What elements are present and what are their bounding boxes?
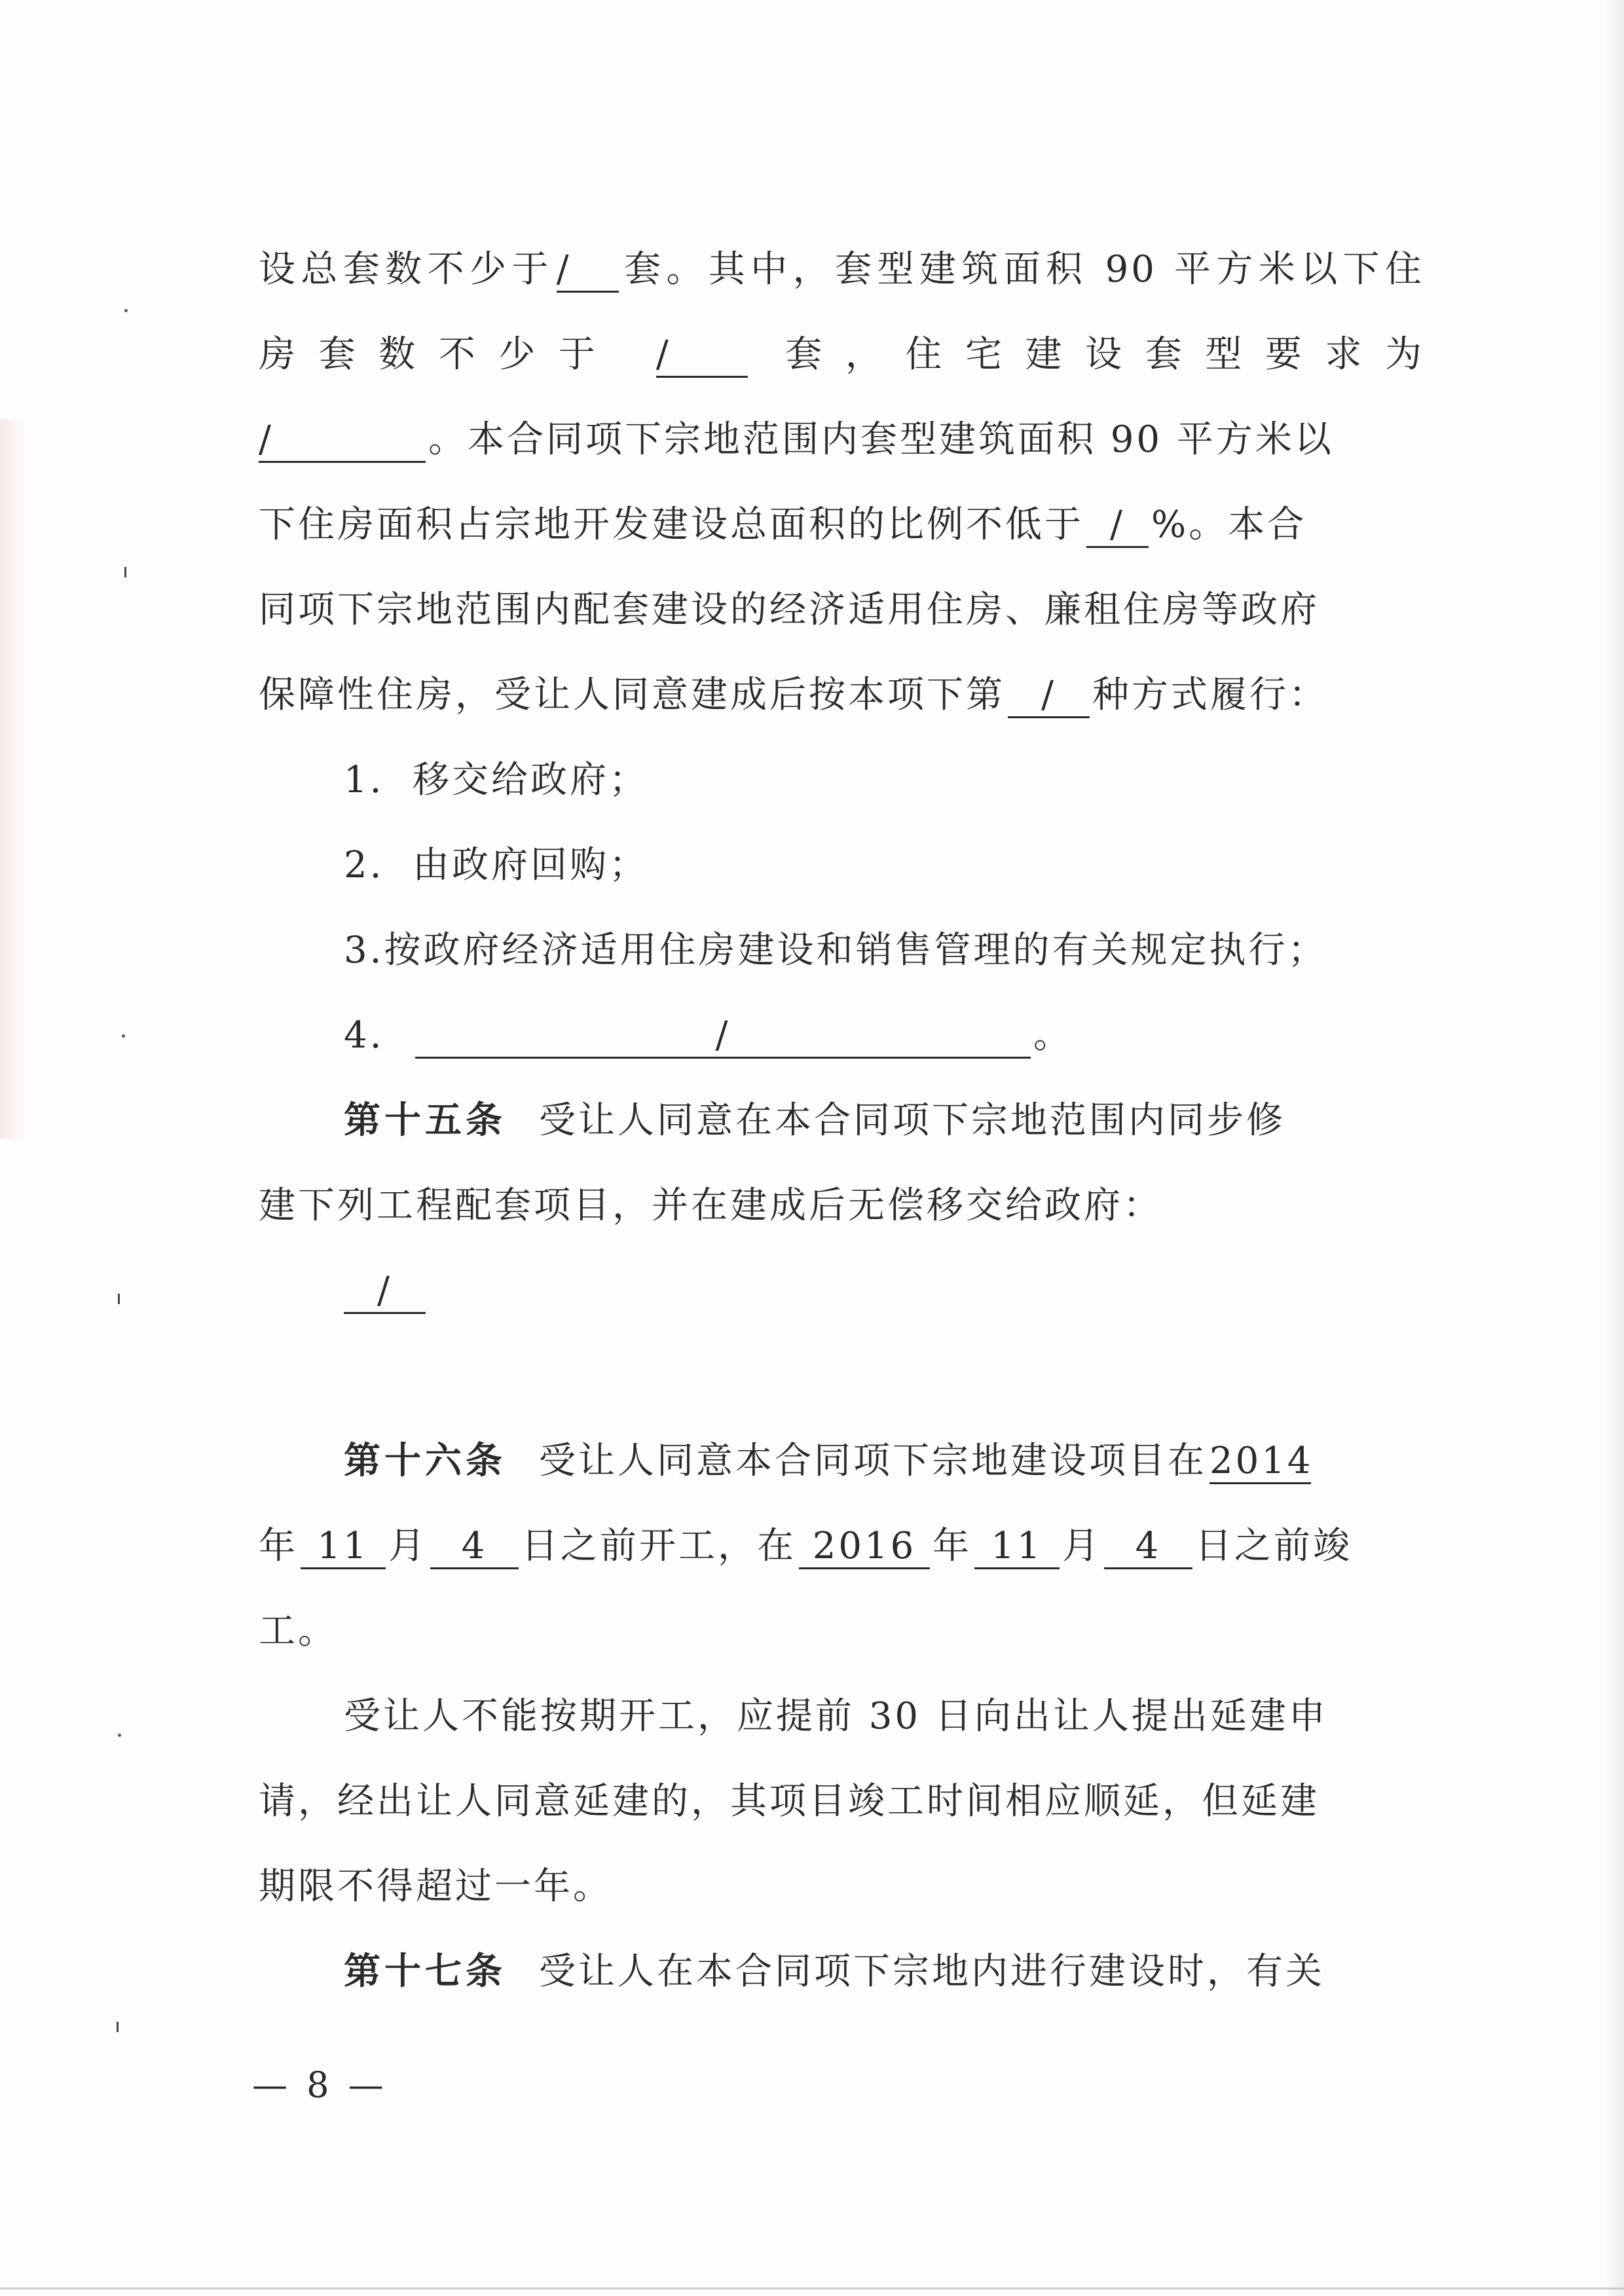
page-number: — 8 — [252,2064,388,2105]
text-line: 建下列工程配套项目，并在建成后无偿移交给政府： [259,1184,1162,1227]
text-line: 保障性住房，受让人同意建成后按本项下第 / 种方式履行： [259,653,1424,738]
text-line [259,1248,1424,1334]
article-15-line: 第十五条 受让人同意在本合同项下宗地范围内同步修 [344,1099,1285,1142]
text-line: 受让人不能按期开工，应提前 30 日向出让人提出延建申 [344,1695,1328,1738]
blank-field: / [1086,504,1149,548]
binding-mark [117,2022,119,2032]
text-line: 年 11 月 4 日之前开工，在 2016 年 11 月 4 日之前竣 [259,1504,1424,1589]
article-16-line: 第十六条 受让人同意本合同项下宗地建设项目在2014 [259,1419,1424,1504]
blank-field: / [656,334,748,378]
text-line: 请，经出让人同意延建的，其项目竣工时间相应顺延，但延建 [259,1780,1320,1823]
blank-field: / [557,249,619,293]
text-line: 设总套数不少于/ 套。其中，套型建筑面积 90 平方米以下住 [259,227,1424,312]
text-line: 同项下宗地范围内配套建设的经济适用住房、廉租住房等政府 [259,589,1320,631]
article-title: 第十五条 [344,1099,506,1142]
blank-field: 2014 [1209,1440,1311,1484]
body-text [259,227,1424,2014]
binding-mark [124,567,126,577]
blank-field: 4 [1104,1525,1192,1569]
blank-field: 11 [301,1525,386,1569]
list-item: 3.按政府经济适用住房建设和销售管理的有关规定执行； [344,929,1327,972]
blank-field: / [259,419,426,463]
blank-field: 2016 [799,1525,930,1569]
year-char: 年 [932,1525,972,1567]
article-17-line: 第十七条 受让人在本合同项下宗地内进行建设时，有关 [344,1950,1325,1993]
text-line: 下住房面积占宗地开发建设总面积的比例不低于 / %。本合 [259,483,1424,568]
blank-field: 4 [430,1525,519,1569]
blank-field: / [1008,674,1090,718]
text-line: / 。本合同项下宗地范围内套型建筑面积 90 平方米以 [259,397,1424,483]
blank-field: 11 [974,1525,1060,1569]
text-line: 房套数不少于 / 套，住宅建设套型要求为 [259,312,1424,397]
article-title: 第十七条 [344,1950,506,1993]
text-line: 期限不得超过一年。 [259,1865,612,1908]
list-item: 4. / 。 [259,993,1424,1078]
blank-field: / [344,1270,426,1314]
binding-mark [118,1734,121,1737]
list-item: 1. 移交给政府； [344,759,649,801]
binding-mark [122,1034,125,1038]
list-item: 2. 由政府回购； [344,844,649,886]
page-edge-shadow [1604,0,1624,2296]
spacer [259,1334,1424,1419]
binding-mark [124,309,128,312]
stamp-bleed [0,419,26,1139]
blank-field: / [415,1015,1031,1059]
month-char: 月 [1062,1525,1101,1567]
scan-bottom-edge [0,2287,1624,2289]
article-title: 第十六条 [344,1440,506,1482]
binding-mark [118,1294,120,1304]
text-line: 工。 [259,1610,337,1652]
